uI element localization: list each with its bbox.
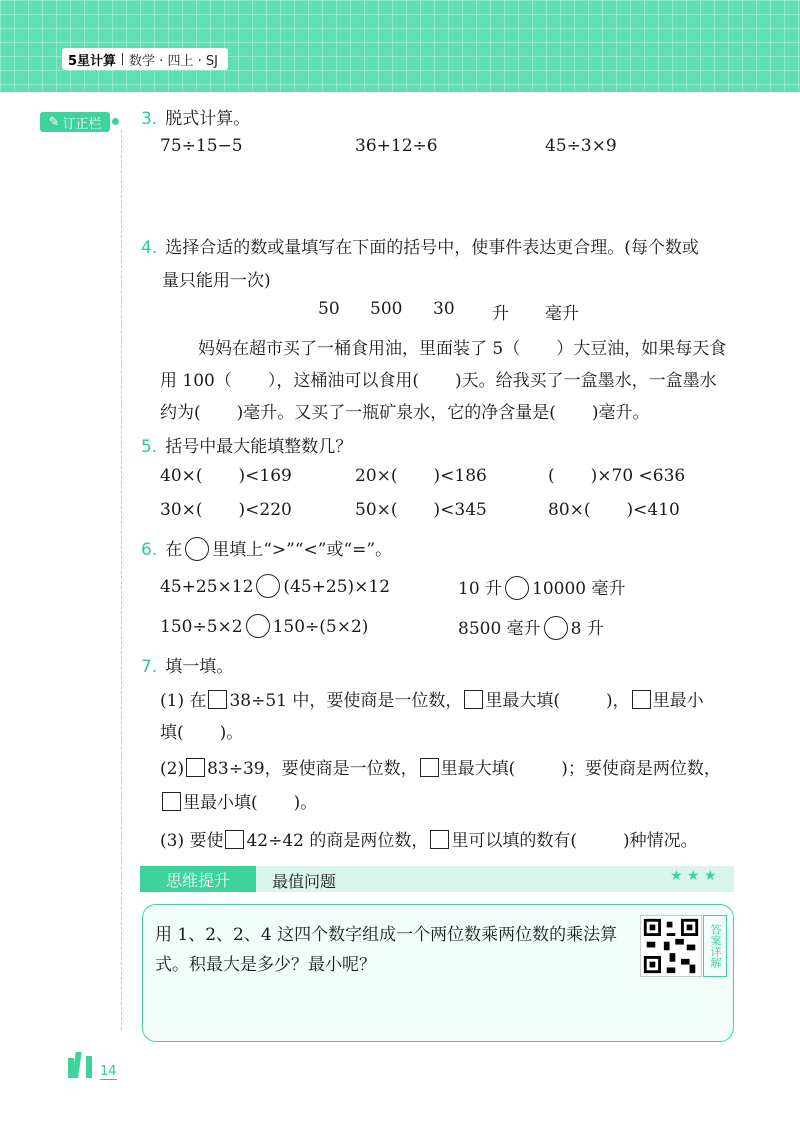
margin-line [121,130,122,1030]
q4-option-2: 500 [370,299,403,319]
square-blank[interactable] [162,792,181,811]
circle-blank-icon [185,537,209,561]
q4-option-3: 30 [433,299,455,319]
q7-sub-1-line-2: 填( )。 [160,723,244,743]
brand-label: 5星计算 [68,53,117,69]
correction-dot [112,118,119,125]
q3-item-2: 36+12÷6 [355,136,438,156]
correction-column-tag [40,112,110,132]
q4-option-5: 毫升 [545,304,579,324]
question-text: 填一填。 [165,657,234,677]
q5-item: 20×( )<186 [355,466,487,486]
q4-paragraph-line-2: 用 100（ ），这桶油可以食用( )天。给我买了一盒墨水，一盒墨水 [160,371,717,391]
question-text: 脱式计算。 [165,109,251,129]
square-blank[interactable] [420,758,439,777]
question-text: 在 [165,540,183,560]
q7-sub-2-line-1: (2) 83÷39，要使商是一位数， 里最大填( )；要使商是两位数， [160,759,721,779]
q7-sub-3: (3) 要使 42÷42 的商是两位数， 里可以填的数有( )种情况。 [160,831,698,851]
compare-circle[interactable] [256,574,280,598]
answer-explanation-label: 答案详解 [703,915,727,977]
square-blank[interactable] [186,758,205,777]
q4-option-1: 50 [318,299,340,319]
square-blank[interactable] [208,690,227,709]
question-number: 5. [141,437,158,457]
question-number: 6. [141,540,158,560]
q5-item: ( )×70 <636 [548,466,686,486]
q4-option-4: 升 [492,304,509,324]
question-4-line-2: 量只能用一次) [162,271,271,291]
q3-item-1: 75÷15−5 [160,136,243,156]
q4-paragraph-line-3: 约为( )毫升。又买了一瓶矿泉水，它的净含量是( )毫升。 [160,403,650,423]
q5-item: 40×( )<169 [160,466,292,486]
question-number: 7. [141,657,158,677]
q6-item: 150÷5×2 150÷(5×2) [160,614,368,638]
question-4-line-1 [141,233,741,258]
books-icon [68,1050,98,1078]
question-number: 3. [141,109,158,129]
square-blank[interactable] [225,830,244,849]
header-band [0,0,800,92]
q5-item: 80×( )<410 [548,500,680,520]
square-blank[interactable] [430,830,449,849]
q4-paragraph-line-1: 妈妈在超市买了一桶食用油，里面装了 5（ ）大豆油，如果每天食 [198,339,727,359]
compare-circle[interactable] [246,614,270,638]
q6-item: 45+25×12 (45+25)×12 [160,574,390,598]
question-3-title [141,104,741,129]
square-blank[interactable] [464,690,483,709]
q6-item: 8500 毫升 8 升 [458,614,604,640]
q7-sub-1-line-1: (1) 在 38÷51 中，要使商是一位数， 里最大填( )， 里最小 [160,691,704,711]
question-number: 4. [141,238,158,258]
qr-code-icon[interactable] [640,915,702,977]
question-5-title [141,432,741,457]
compare-circle[interactable] [505,576,529,600]
correction-label: 订正栏 [62,116,102,132]
q3-item-3: 45÷3×9 [545,136,617,156]
section-subtitle: 最值问题 [272,872,337,891]
compare-circle[interactable] [544,616,568,640]
section-title: 思维提升 [140,866,256,892]
q5-item: 30×( )<220 [160,500,292,520]
star-icons: ★ ★ ★ [670,868,717,884]
pencil-icon: ✎ [48,114,60,130]
divider [122,53,123,65]
q5-item: 50×( )<345 [355,500,487,520]
question-7-title [141,652,741,677]
question-text: 里填上“>”“<”或“=”。 [212,540,393,560]
series-subtitle: 数学 · 四上 · SJ [129,53,218,69]
question-text: 括号中最大能填整数几？ [165,437,353,457]
page-number: 14 [100,1064,117,1079]
challenge-text: 用 1、2、2、4 这四个数字组成一个两位数乘两位数的乘法算式。积最大是多少？最小呢？ [155,925,618,975]
series-tag [62,48,228,70]
question-6-title [141,535,741,561]
question-text: 选择合适的数或量填写在下面的括号中，使事件表达更合理。(每个数或 [165,238,699,258]
q7-sub-2-line-2: 里最小填( )。 [160,788,317,813]
square-blank[interactable] [632,690,651,709]
q6-item: 10 升 10000 毫升 [458,574,626,600]
